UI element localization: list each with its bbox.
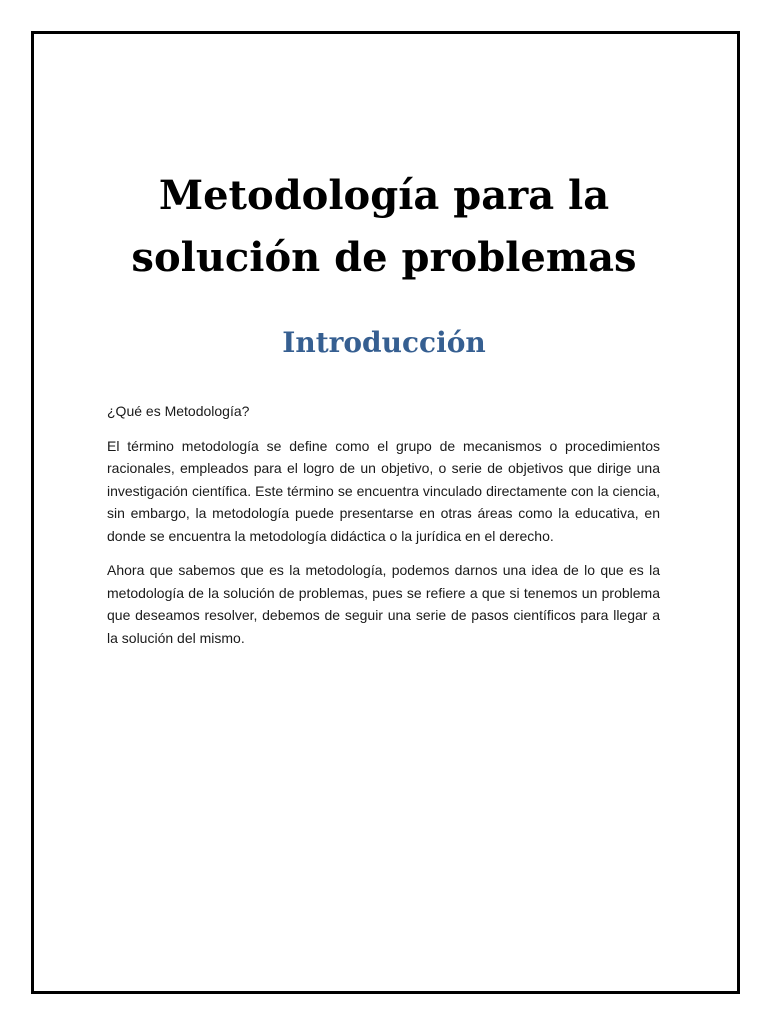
- document-title: [31, 165, 737, 289]
- section-heading: Introducción: [282, 326, 486, 359]
- question-text: ¿Qué es Metodología?: [107, 403, 250, 419]
- document-body: [107, 400, 660, 661]
- paragraph-1: El término metodología se define como el grupo de mecanismos o procedimientos racionales, empleados para el logro de un objetivo, o serie de objetivos que dirige una investigación científica. Este término se encuentra vinculado directamente con la ciencia, sin embargo, la metodología puede presentarse en otras áreas como la educativa, en donde se encuentra la metodología didáctica o la jurídica en el derecho.: [107, 437, 660, 544]
- title-line-2: solución de problemas: [131, 234, 637, 281]
- title-line-1: Metodología para la: [158, 172, 610, 219]
- paragraph-2: Ahora que sabemos que es la metodología, podemos darnos una idea de lo que es la metodología de la solución de problemas, pues se refiere a que si tenemos un problema que deseamos resolver, debemos de seguir una serie de pasos científicos para llegar a la solución del mismo.: [107, 562, 660, 646]
